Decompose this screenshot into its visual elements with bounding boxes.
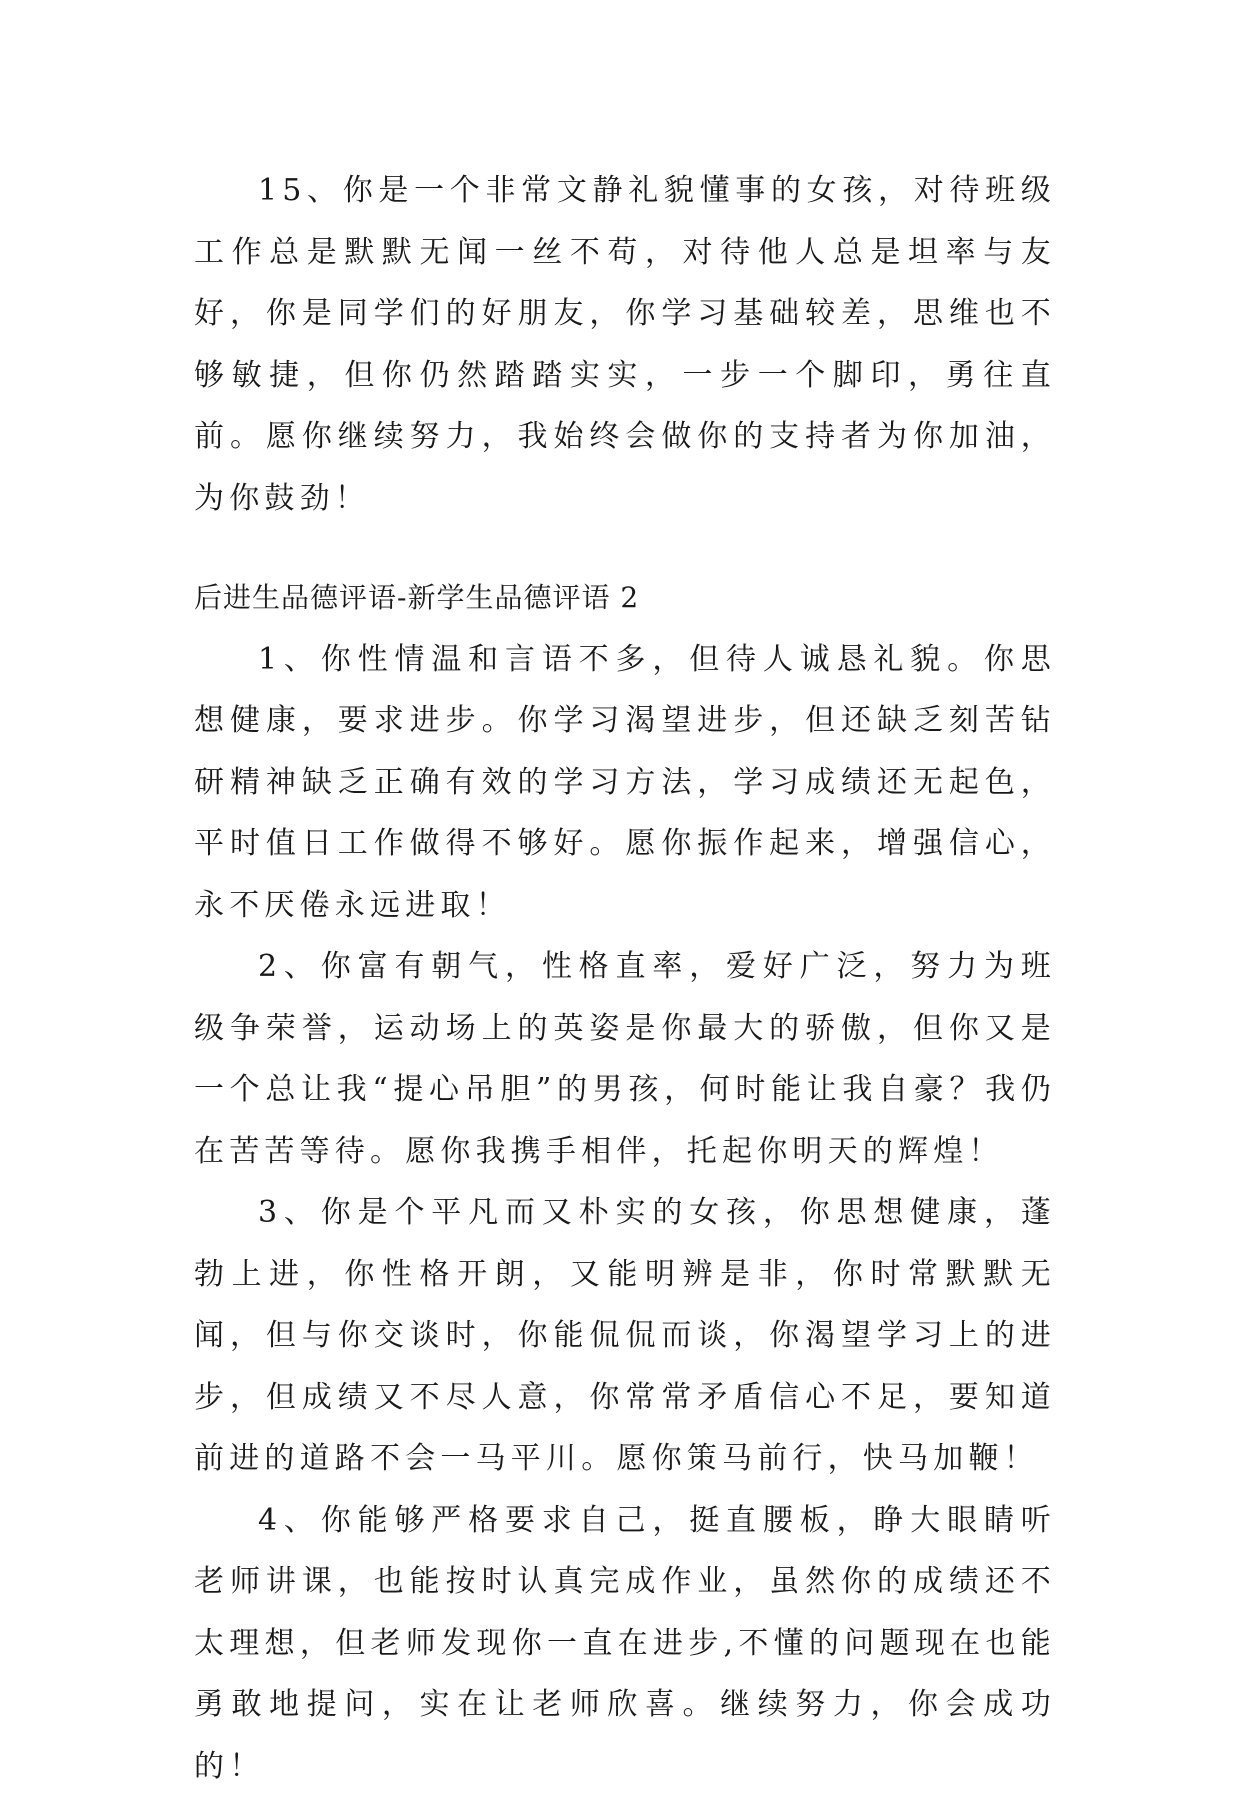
section-heading: 后进生品德评语-新学生品德评语 2 [194,567,1056,629]
paragraph-3: 3、你是个平凡而又朴实的女孩，你思想健康，蓬勃上进，你性格开朗，又能明辨是非，你时常默默无闻，但与你交谈时，你能侃侃而谈，你渴望学习上的进步，但成绩又不尽人意，你常常矛盾信心不足，要知道前进的道路不会一马平川。愿你策马前行，快马加鞭！ [194,1182,1056,1490]
document-page [194,160,1056,1797]
paragraph-2: 2、你富有朝气，性格直率，爱好广泛，努力为班级争荣誉，运动场上的英姿是你最大的骄傲，但你又是一个总让我“提心吊胆”的男孩，何时能让我自豪？我仍在苦苦等待。愿你我携手相伴，托起你明天的辉煌！ [194,936,1056,1182]
section-spacer [194,529,1056,567]
paragraph-15: 15、你是一个非常文静礼貌懂事的女孩，对待班级工作总是默默无闻一丝不苟，对待他人总是坦率与友好，你是同学们的好朋友，你学习基础较差，思维也不够敏捷，但你仍然踏踏实实，一步一个脚印，勇往直前。愿你继续努力，我始终会做你的支持者为你加油，为你鼓劲！ [194,160,1056,529]
paragraph-4: 4、你能够严格要求自己，挺直腰板，睁大眼睛听老师讲课，也能按时认真完成作业，虽然你的成绩还不太理想，但老师发现你一直在进步,不懂的问题现在也能勇敢地提问，实在让老师欣喜。继续努力，你会成功的！ [194,1490,1056,1797]
paragraph-1: 1、你性情温和言语不多，但待人诚恳礼貌。你思想健康，要求进步。你学习渴望进步，但还缺乏刻苦钻研精神缺乏正确有效的学习方法，学习成绩还无起色，平时值日工作做得不够好。愿你振作起来，增强信心，永不厌倦永远进取！ [194,629,1056,937]
